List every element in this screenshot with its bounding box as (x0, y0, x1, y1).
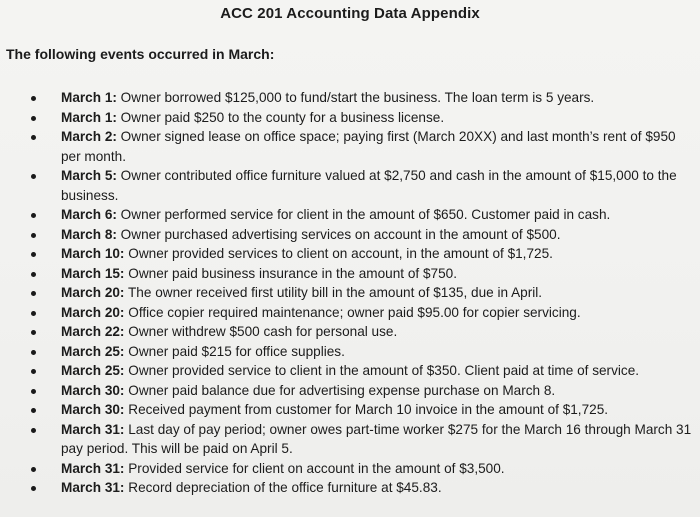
bullet-icon (31, 272, 36, 277)
event-text: Provided service for client on account in the amount of $3,500. (124, 460, 505, 476)
bullet-icon (31, 213, 36, 218)
bullet-icon (31, 330, 36, 335)
event-date: March 25: (61, 363, 125, 378)
event-date: March 2: (61, 129, 117, 144)
event-text: Record depreciation of the office furniture at $45.83. (124, 480, 442, 495)
event-date: March 15: (61, 265, 125, 281)
bullet-icon (31, 428, 36, 433)
event-text: Owner paid business insurance in the amount of $750. (124, 265, 457, 281)
list-item (26, 264, 694, 284)
bullet-icon (31, 252, 36, 257)
list-item (26, 283, 694, 303)
event-text: Owner signed lease on office space; paying first (March 20XX) and last month’s rent of $950 per month. (61, 129, 676, 164)
list-item (26, 342, 694, 362)
list-item (26, 88, 694, 108)
event-text: Owner contributed office furniture valued at $2,750 and cash in the amount of $15,000 to the business. (61, 168, 677, 203)
event-date: March 31: (61, 421, 125, 437)
event-text: Owner paid $250 to the county for a business license. (116, 109, 445, 125)
event-text: Owner purchased advertising services on account in the amount of $500. (116, 226, 561, 242)
event-text: Owner provided services to client on account, in the amount of $1,725. (124, 246, 553, 261)
intro-heading: The following events occurred in March: (6, 46, 275, 62)
event-date: March 30: (61, 382, 125, 398)
list-item (26, 361, 694, 381)
event-date: March 1: (61, 90, 117, 105)
bullet-icon (31, 389, 36, 394)
event-date: March 10: (61, 246, 125, 261)
bullet-icon (31, 486, 36, 491)
event-date: March 31: (61, 480, 125, 495)
list-item (26, 166, 694, 205)
event-text: Owner withdrew $500 cash for personal use. (124, 324, 398, 339)
document-title: ACC 201 Accounting Data Appendix (220, 5, 480, 22)
event-date: March 5: (61, 168, 117, 183)
list-item (26, 244, 694, 264)
event-text: Owner paid balance due for advertising expense purchase on March 8. (124, 382, 556, 398)
event-date: March 30: (61, 402, 125, 417)
event-date: March 6: (61, 207, 117, 222)
bullet-icon (31, 408, 36, 413)
event-text: Owner provided service to client in the amount of $350. Client paid at time of service. (124, 363, 640, 378)
bullet-icon (31, 174, 36, 179)
list-item (26, 225, 694, 245)
event-text: Office copier required maintenance; owner paid $95.00 for copier servicing. (124, 304, 581, 320)
list-item (26, 420, 694, 459)
event-text: Owner performed service for client in the amount of $650. Customer paid in cash. (116, 207, 611, 222)
list-item (26, 478, 694, 498)
bullet-icon (31, 291, 36, 296)
event-text: Owner paid $215 for office supplies. (124, 343, 345, 359)
event-date: March 20: (61, 285, 125, 300)
event-text: Received payment from customer for March 10 invoice in the amount of $1,725. (124, 402, 609, 417)
list-item (26, 381, 694, 401)
bullet-icon (31, 135, 36, 140)
event-list (26, 88, 694, 498)
event-date: March 8: (61, 226, 117, 242)
bullet-icon (31, 350, 36, 355)
event-date: March 1: (61, 109, 117, 125)
list-item (26, 303, 694, 323)
bullet-icon (31, 467, 36, 472)
list-item (26, 322, 694, 342)
list-item (26, 108, 694, 128)
event-text: Owner borrowed $125,000 to fund/start the business. The loan term is 5 years. (116, 90, 595, 105)
event-date: March 20: (61, 304, 125, 320)
bullet-icon (31, 369, 36, 374)
bullet-icon (31, 116, 36, 121)
list-item (26, 459, 694, 479)
event-date: March 31: (61, 460, 125, 476)
bullet-icon (31, 233, 36, 238)
list-item (26, 205, 694, 225)
list-item (26, 400, 694, 420)
event-date: March 25: (61, 343, 125, 359)
event-date: March 22: (61, 324, 125, 339)
event-text: The owner received first utility bill in the amount of $135, due in April. (124, 285, 543, 300)
bullet-icon (31, 311, 36, 316)
event-text: Last day of pay period; owner owes part-time worker $275 for the March 16 through March 31 pay period. This will be paid on April 5. (61, 421, 692, 456)
bullet-icon (31, 96, 36, 101)
list-item (26, 127, 694, 166)
